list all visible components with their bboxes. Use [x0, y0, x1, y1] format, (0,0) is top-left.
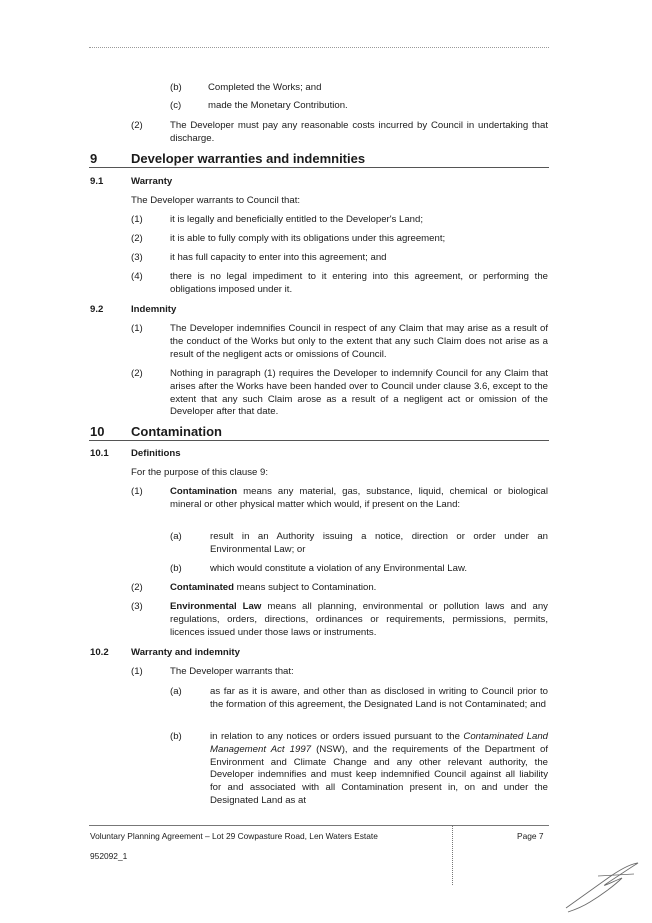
- item-text: The Developer indemnifies Council in respect of any Claim that may arise as a result of the conduct of the Works but only to the extent that any such Claim does not arise as a result of the negligent acts or omissions of Council.: [170, 323, 548, 360]
- definition-text: means all planning, environmental or pollution laws and any regulations, orders, directions, ordinances or requirements, permissions, permits, licences issued under those laws or instruments.: [170, 601, 548, 638]
- subsection-title: Warranty: [131, 176, 173, 187]
- page-number: Page 7: [517, 831, 544, 841]
- defined-term: Environmental Law: [170, 601, 262, 612]
- subsection-title: Warranty and indemnity: [131, 647, 240, 658]
- item-text: as far as it is aware, and other than as disclosed in writing to Council prior to the formation of this agreement, the Designated Land is not Contaminated; and: [210, 686, 548, 710]
- item-label: (3): [131, 601, 143, 612]
- item-label: (a): [170, 531, 182, 542]
- item-label: (b): [170, 731, 182, 742]
- item-text: Completed the Works; and: [208, 82, 322, 93]
- footer-reference: 952092_1: [90, 851, 128, 861]
- definition-environmental-law: [170, 601, 548, 639]
- subsection-number: 10.1: [90, 448, 109, 459]
- item-label: (1): [131, 214, 143, 225]
- paragraph: For the purpose of this clause 9:: [131, 467, 269, 478]
- item-label: (c): [170, 100, 182, 111]
- item-text: which would constitute a violation of any Environmental Law.: [210, 563, 468, 574]
- item-label: (2): [131, 233, 143, 244]
- section-rule: [89, 440, 549, 441]
- item-text: it has full capacity to enter into this agreement; and: [170, 252, 387, 263]
- text-part: (NSW), and the requirements of the Department of Environment and Climate Change and any other relevant authority, the Developer indemnifies and must keep indemnified Council against all liability for and associated with all Contamination present in, on and under the Designated Land as at: [210, 743, 548, 806]
- footer-rule: [89, 825, 549, 826]
- item-text: result in an Authority issuing a notice, direction or order under an Environmental Law; or: [210, 531, 548, 555]
- footer-title: Voluntary Planning Agreement – Lot 29 Cowpasture Road, Len Waters Estate: [90, 831, 378, 841]
- defined-term: Contamination: [170, 486, 238, 497]
- item-label: (2): [131, 120, 143, 131]
- section-rule: [89, 167, 549, 168]
- section-number: 9: [90, 151, 98, 166]
- definition-text: means subject to Contamination.: [233, 582, 377, 593]
- definition-contaminated: [170, 582, 548, 595]
- header-rule: [89, 47, 549, 48]
- item-text: it is able to fully comply with its obligations under this agreement;: [170, 233, 446, 244]
- item-text-contaminated-land: [210, 731, 548, 808]
- item-text: The Developer must pay any reasonable costs incurred by Council in undertaking that discharge.: [170, 120, 548, 144]
- subsection-title: Indemnity: [131, 304, 177, 315]
- item-label: (1): [131, 666, 143, 677]
- item-label: (b): [170, 82, 182, 93]
- item-text: The Developer warrants that:: [170, 666, 294, 677]
- item-text: made the Monetary Contribution.: [208, 100, 348, 111]
- item-label: (1): [131, 486, 143, 497]
- definition-contamination: [170, 486, 548, 512]
- item-label: (2): [131, 582, 143, 593]
- item-text: it is legally and beneficially entitled to the Developer's Land;: [170, 214, 424, 225]
- text-part: in relation to any notices or orders issued pursuant to the: [210, 731, 464, 742]
- item-text: there is no legal impediment to it entering into this agreement, or performing the obligations imposed under it.: [170, 271, 548, 295]
- defined-term: Contaminated: [170, 582, 234, 593]
- definition-text: means any material, gas, substance, liquid, chemical or biological mineral or other physical matter which would, if present on the Land:: [170, 486, 548, 510]
- section-title: Contamination: [131, 424, 222, 439]
- item-label: (1): [131, 323, 143, 334]
- subsection-number: 9.2: [90, 304, 104, 315]
- item-label: (4): [131, 271, 143, 282]
- paragraph: The Developer warrants to Council that:: [131, 195, 301, 206]
- act-title: Contaminated Land Management Act 1997: [210, 731, 548, 755]
- item-label: (b): [170, 563, 182, 574]
- subsection-number: 9.1: [90, 176, 104, 187]
- item-label: (2): [131, 368, 143, 379]
- subsection-title: Definitions: [131, 448, 181, 459]
- section-number: 10: [90, 424, 105, 439]
- item-label: (3): [131, 252, 143, 263]
- section-title: Developer warranties and indemnities: [131, 151, 366, 166]
- footer-divider: [452, 825, 453, 885]
- subsection-number: 10.2: [90, 647, 109, 658]
- item-text: Nothing in paragraph (1) requires the Developer to indemnify Council for any Claim that arises after the Works have been handed over to Council under clause 3.6, except to the extent that any such Claim arose as a result of a negligent act or omission of the Developer after that date.: [170, 368, 548, 418]
- item-label: (a): [170, 686, 182, 697]
- signature-icon: [560, 858, 644, 914]
